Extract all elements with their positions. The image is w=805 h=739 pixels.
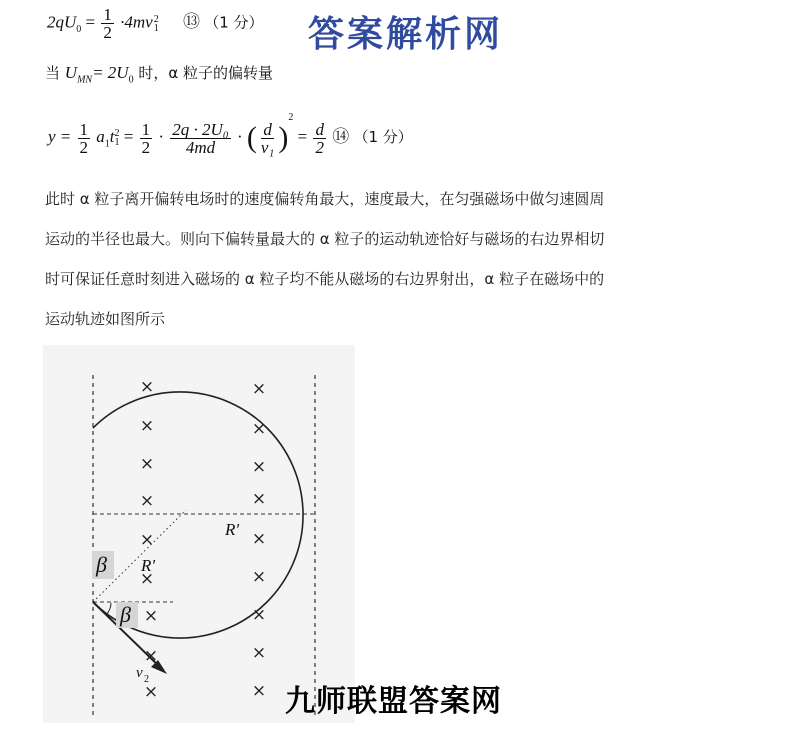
eq14-frac5: $\frac{d}{2}$ <box>315 119 324 157</box>
eq13-rhs-sup: 2 <box>153 13 159 25</box>
eq14-marker: ⑭ <box>332 127 350 146</box>
eq14-frac3: $\frac{\text{2q · 2U₀}}{4md}$ <box>172 119 229 157</box>
label-beta-bottom: β <box>120 602 131 627</box>
eq14-t: t <box>109 127 115 146</box>
eq14-equals-2: = <box>297 127 308 146</box>
field-cross: × <box>139 491 155 511</box>
eq14-dot-2: · <box>236 127 243 146</box>
eq13-lhs: 2qU <box>47 12 77 32</box>
eq14-equals-1: = <box>123 127 134 146</box>
eq13-marker: ⑬ <box>182 12 200 32</box>
condition-line <box>45 62 273 85</box>
field-cross: × <box>139 569 155 589</box>
eq14-frac4: $\frac{d}{\text{v₁}}$ <box>260 119 275 157</box>
field-cross: × <box>251 419 267 439</box>
eq14-t-sup: 2 <box>114 128 120 140</box>
field-cross: × <box>139 416 155 436</box>
eq14-paren-open: ( <box>246 121 257 155</box>
field-cross: × <box>251 567 267 587</box>
eq13-score: （1 分） <box>204 13 264 32</box>
watermark-top: 答案解析网 <box>308 13 504 55</box>
label-v2-sub: 2 <box>144 674 149 685</box>
label-radius-right: R' <box>225 520 240 539</box>
field-cross: × <box>143 646 159 666</box>
condition-var-sub: MN <box>77 74 93 86</box>
field-cross: × <box>139 454 155 474</box>
condition-var: U <box>64 63 78 82</box>
condition-mid: = 2U <box>92 63 129 82</box>
eq13-lhs-sub: 0 <box>76 23 82 35</box>
label-v2: v <box>136 665 143 681</box>
eq14-a-sub: 1 <box>104 138 110 150</box>
paragraph-line-2: 运动的半径也最大。则向下偏转量最大的 α 粒子的运动轨迹恰好与磁场的右边界相切 <box>45 230 605 248</box>
paragraph-line-1: 此时 α 粒子离开偏转电场时的速度偏转角最大，速度最大，在匀强磁场中做匀速圆周 <box>45 190 605 208</box>
field-cross: × <box>251 643 267 663</box>
label-radius-left: R' <box>141 556 156 575</box>
eq14-dot-1: · <box>158 127 165 146</box>
field-cross: × <box>139 530 155 550</box>
trajectory-figure <box>43 345 355 723</box>
watermark-bottom: 九师联盟答案网 <box>285 684 502 719</box>
field-cross: × <box>251 489 267 509</box>
condition-pre: 当 <box>45 64 61 82</box>
equation-13 <box>47 6 264 41</box>
eq14-score: （1 分） <box>353 128 413 146</box>
label-beta-top: β <box>96 552 107 577</box>
eq14-a: a <box>96 127 105 146</box>
condition-mid-sub: 0 <box>128 74 134 86</box>
eq14-t-sub: 1 <box>114 137 120 149</box>
eq13-rhs-sub: 1 <box>153 22 159 34</box>
eq14-paren-sup: 2 <box>288 112 294 123</box>
field-cross: × <box>139 377 155 397</box>
condition-post: 时，α 粒子的偏转量 <box>138 64 274 82</box>
field-cross: × <box>251 605 267 625</box>
paragraph-line-3: 时可保证任意时刻进入磁场的 α 粒子均不能从磁场的右边界射出，α 粒子在磁场中的 <box>45 270 605 288</box>
paragraph-line-4: 运动轨迹如图所示 <box>45 310 166 328</box>
eq14-frac2: $\frac{1}{2}$ <box>141 119 151 157</box>
field-cross: × <box>251 681 267 701</box>
eq13-equals: = <box>85 12 96 32</box>
eq13-rhs: ·4mv <box>120 12 153 32</box>
field-cross: × <box>251 457 267 477</box>
eq14-frac1: $\frac{1}{2}$ <box>79 119 89 157</box>
equation-14 <box>48 112 413 156</box>
field-cross: × <box>251 529 267 549</box>
eq13-fraction: $\frac{1}{2}$ <box>103 5 112 42</box>
eq14-paren-close: ) <box>278 121 289 155</box>
field-cross: × <box>143 606 159 626</box>
field-cross: × <box>251 379 267 399</box>
figure-background <box>43 345 355 723</box>
eq14-lhs: y = <box>48 127 72 146</box>
field-cross: × <box>143 682 159 702</box>
